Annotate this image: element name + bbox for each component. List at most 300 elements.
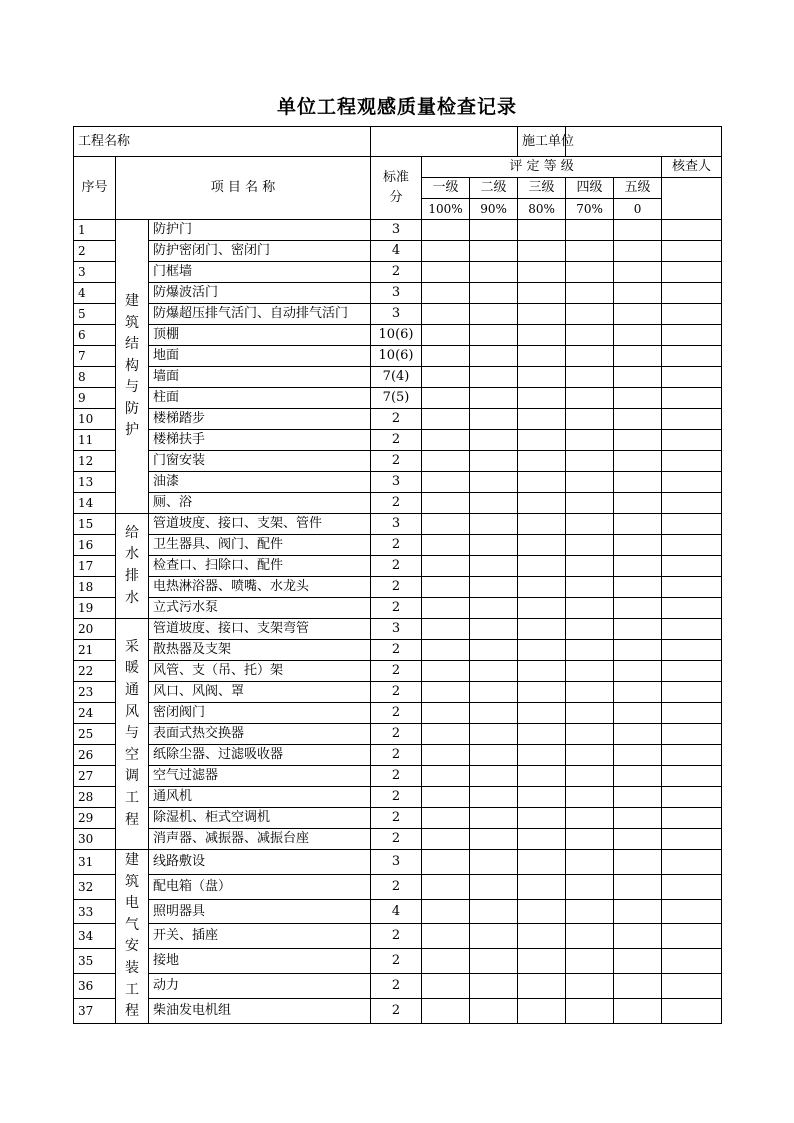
grade-cell-2[interactable] [470, 619, 518, 640]
table-row [74, 619, 722, 640]
grade-cell-4[interactable] [566, 619, 614, 640]
grade-cell-3[interactable] [518, 220, 566, 241]
grade-cell-2[interactable] [470, 874, 518, 899]
group-label-char: 筑 [125, 314, 139, 331]
grade-cell-3[interactable] [518, 514, 566, 535]
checker-cell[interactable] [662, 535, 722, 556]
standard-score: 3 [371, 850, 422, 875]
checker-cell[interactable] [662, 598, 722, 619]
standard-score: 2 [371, 535, 422, 556]
grade-cell-5[interactable] [614, 472, 662, 493]
grade-cell-2[interactable] [470, 325, 518, 346]
group-label-char: 防 [125, 400, 139, 417]
grade-cell-2[interactable] [470, 974, 518, 999]
grade-cell-5[interactable] [614, 535, 662, 556]
standard-score: 4 [371, 241, 422, 262]
grade-cell-2[interactable] [470, 745, 518, 766]
grade-cell-4[interactable] [566, 808, 614, 829]
checker-cell[interactable] [662, 409, 722, 430]
grade-cell-5[interactable] [614, 262, 662, 283]
checker-cell[interactable] [662, 949, 722, 974]
checker-cell[interactable] [662, 829, 722, 850]
grade-cell-1[interactable] [422, 850, 470, 875]
grade-cell-1[interactable] [422, 949, 470, 974]
grade-cell-1[interactable] [422, 874, 470, 899]
grade-cell-2[interactable] [470, 724, 518, 745]
row-number: 7 [74, 346, 116, 367]
grade-cell-1[interactable] [422, 619, 470, 640]
grade-cell-5[interactable] [614, 724, 662, 745]
grade-cell-3[interactable] [518, 451, 566, 472]
grade-cell-3[interactable] [518, 493, 566, 514]
checker-cell[interactable] [662, 724, 722, 745]
grade-cell-3[interactable] [518, 619, 566, 640]
grade-cell-2[interactable] [470, 899, 518, 924]
grade-cell-3[interactable] [518, 703, 566, 724]
standard-score: 2 [371, 829, 422, 850]
checker-cell[interactable] [662, 998, 722, 1023]
checker-header: 核查人 [662, 157, 722, 178]
checker-cell[interactable] [662, 451, 722, 472]
grade-cell-5[interactable] [614, 556, 662, 577]
grade-cell-3[interactable] [518, 745, 566, 766]
item-name: 楼梯踏步 [149, 409, 371, 430]
grade-cell-2[interactable] [470, 598, 518, 619]
grade-cell-4[interactable] [566, 220, 614, 241]
grade-cell-5[interactable] [614, 808, 662, 829]
group-label-char: 水 [125, 546, 139, 563]
standard-score: 2 [371, 409, 422, 430]
table-row [74, 766, 722, 787]
grade-cell-5[interactable] [614, 367, 662, 388]
grade-cell-2[interactable] [470, 535, 518, 556]
table-row [74, 325, 722, 346]
checker-cell[interactable] [662, 703, 722, 724]
item-name: 门窗安装 [149, 451, 371, 472]
grade-cell-1[interactable] [422, 974, 470, 999]
grade-cell-4[interactable] [566, 241, 614, 262]
grade-cell-4[interactable] [566, 682, 614, 703]
grade-cell-2[interactable] [470, 430, 518, 451]
grade-cell-4[interactable] [566, 974, 614, 999]
standard-score: 2 [371, 787, 422, 808]
checker-cell[interactable] [662, 787, 722, 808]
row-number: 25 [74, 724, 116, 745]
grade-cell-2[interactable] [470, 346, 518, 367]
checker-cell[interactable] [662, 241, 722, 262]
grade-cell-2[interactable] [470, 808, 518, 829]
checker-cell[interactable] [662, 899, 722, 924]
grade-cell-4[interactable] [566, 661, 614, 682]
checker-cell[interactable] [662, 346, 722, 367]
grade-cell-4[interactable] [566, 493, 614, 514]
grade-cell-2[interactable] [470, 451, 518, 472]
checker-cell[interactable] [662, 388, 722, 409]
grade-cell-4[interactable] [566, 829, 614, 850]
checker-cell[interactable] [662, 262, 722, 283]
grade-cell-3[interactable] [518, 367, 566, 388]
checker-cell[interactable] [662, 745, 722, 766]
grade-cell-2[interactable] [470, 829, 518, 850]
grade-cell-3[interactable] [518, 262, 566, 283]
grade-cell-2[interactable] [470, 998, 518, 1023]
table-row [74, 829, 722, 850]
grade-cell-5[interactable] [614, 974, 662, 999]
grade-cell-3[interactable] [518, 998, 566, 1023]
grade-cell-1[interactable] [422, 998, 470, 1023]
group-label-char: 给 [125, 524, 139, 541]
grade-cell-4[interactable] [566, 430, 614, 451]
grade-cell-4[interactable] [566, 556, 614, 577]
grade-cell-3[interactable] [518, 304, 566, 325]
standard-score-header [371, 157, 422, 220]
table-row [74, 577, 722, 598]
grade-cell-3[interactable] [518, 535, 566, 556]
standard-score: 2 [371, 430, 422, 451]
standard-score: 2 [371, 949, 422, 974]
grade-cell-5[interactable] [614, 619, 662, 640]
checker-cell[interactable] [662, 682, 722, 703]
grade-cell-4[interactable] [566, 451, 614, 472]
standard-score: 2 [371, 598, 422, 619]
grade-cell-3[interactable] [518, 241, 566, 262]
grade-cell-1[interactable] [422, 682, 470, 703]
group-label-char: 采 [125, 638, 139, 655]
grade-cell-2[interactable] [470, 514, 518, 535]
grade-cell-1[interactable] [422, 535, 470, 556]
grade-cell-5[interactable] [614, 388, 662, 409]
grade-cell-2[interactable] [470, 220, 518, 241]
grade-cell-4[interactable] [566, 388, 614, 409]
grade-cell-2[interactable] [470, 949, 518, 974]
group-label-char: 风 [125, 703, 139, 720]
standard-score: 2 [371, 262, 422, 283]
grade-cell-5[interactable] [614, 787, 662, 808]
row-number: 12 [74, 451, 116, 472]
grade-cell-5[interactable] [614, 409, 662, 430]
grade-cell-4[interactable] [566, 949, 614, 974]
grade-cell-1[interactable] [422, 598, 470, 619]
group-label-char: 空 [125, 746, 139, 763]
checker-cell[interactable] [662, 577, 722, 598]
checker-cell[interactable] [662, 325, 722, 346]
item-name: 防护门 [149, 220, 371, 241]
grade-cell-3[interactable] [518, 640, 566, 661]
row-number: 35 [74, 949, 116, 974]
grade-cell-1[interactable] [422, 346, 470, 367]
grade-cell-5[interactable] [614, 241, 662, 262]
checker-cell[interactable] [662, 430, 722, 451]
checker-cell[interactable] [662, 514, 722, 535]
grade-cell-2[interactable] [470, 787, 518, 808]
checker-cell[interactable] [662, 766, 722, 787]
grade-cell-1[interactable] [422, 829, 470, 850]
grade-cell-3[interactable] [518, 829, 566, 850]
grade-cell-3[interactable] [518, 787, 566, 808]
checker-cell[interactable] [662, 283, 722, 304]
grade-cell-4[interactable] [566, 535, 614, 556]
table-row [74, 598, 722, 619]
grade-cell-1[interactable] [422, 241, 470, 262]
checker-cell[interactable] [662, 619, 722, 640]
grade-cell-1[interactable] [422, 493, 470, 514]
row-number: 4 [74, 283, 116, 304]
grade-cell-5[interactable] [614, 451, 662, 472]
table-row [74, 367, 722, 388]
grade-cell-3[interactable] [518, 661, 566, 682]
standard-score: 3 [371, 283, 422, 304]
grade-pct-1: 100% [422, 199, 470, 220]
grade-cell-1[interactable] [422, 472, 470, 493]
grade-cell-2[interactable] [470, 283, 518, 304]
grade-cell-2[interactable] [470, 850, 518, 875]
grade-cell-1[interactable] [422, 924, 470, 949]
grade-cell-1[interactable] [422, 899, 470, 924]
grade-cell-4[interactable] [566, 598, 614, 619]
grade-cell-5[interactable] [614, 514, 662, 535]
grade-cell-2[interactable] [470, 766, 518, 787]
grade-cell-2[interactable] [470, 241, 518, 262]
checker-cell[interactable] [662, 220, 722, 241]
grade-cell-1[interactable] [422, 766, 470, 787]
row-number: 8 [74, 367, 116, 388]
item-name: 电热淋浴器、喷嘴、水龙头 [149, 577, 371, 598]
grade-cell-5[interactable] [614, 682, 662, 703]
group-label-char: 建 [125, 292, 139, 309]
standard-score: 2 [371, 724, 422, 745]
checker-cell[interactable] [662, 924, 722, 949]
table-row [74, 640, 722, 661]
table-row [74, 451, 722, 472]
grade-cell-3[interactable] [518, 682, 566, 703]
grade-cell-4[interactable] [566, 409, 614, 430]
item-name: 墙面 [149, 367, 371, 388]
grade-cell-2[interactable] [470, 304, 518, 325]
grade-cell-5[interactable] [614, 874, 662, 899]
grade-cell-3[interactable] [518, 472, 566, 493]
grade-cell-4[interactable] [566, 514, 614, 535]
item-name: 动力 [149, 974, 371, 999]
standard-score: 2 [371, 493, 422, 514]
checker-cell[interactable] [662, 640, 722, 661]
grade-cell-4[interactable] [566, 304, 614, 325]
table-row [74, 304, 722, 325]
grade-cell-1[interactable] [422, 703, 470, 724]
standard-score: 7(5) [371, 388, 422, 409]
grade-cell-2[interactable] [470, 703, 518, 724]
project-name-value[interactable] [371, 127, 518, 157]
group-label [116, 850, 149, 1024]
checker-cell[interactable] [662, 850, 722, 875]
item-name: 散热器及支架 [149, 640, 371, 661]
grade-cell-3[interactable] [518, 577, 566, 598]
grade-cell-5[interactable] [614, 325, 662, 346]
grade-cell-5[interactable] [614, 304, 662, 325]
grade-cell-5[interactable] [614, 661, 662, 682]
grade-cell-1[interactable] [422, 724, 470, 745]
page-title: 单位工程观感质量检查记录 [276, 96, 517, 118]
grade-cell-2[interactable] [470, 409, 518, 430]
grade-cell-5[interactable] [614, 577, 662, 598]
grade-cell-5[interactable] [614, 346, 662, 367]
checker-cell[interactable] [662, 493, 722, 514]
grade-cell-2[interactable] [470, 556, 518, 577]
grade-cell-5[interactable] [614, 949, 662, 974]
item-name: 厕、浴 [149, 493, 371, 514]
grade-cell-2[interactable] [470, 367, 518, 388]
grade-cell-2[interactable] [470, 577, 518, 598]
grade-cell-1[interactable] [422, 808, 470, 829]
grade-cell-5[interactable] [614, 829, 662, 850]
checker-cell[interactable] [662, 808, 722, 829]
grade-cell-5[interactable] [614, 850, 662, 875]
standard-score: 2 [371, 745, 422, 766]
grade-cell-4[interactable] [566, 745, 614, 766]
grade-cell-4[interactable] [566, 724, 614, 745]
grade-cell-1[interactable] [422, 304, 470, 325]
grade-name-5: 五级 [614, 178, 662, 199]
item-name: 除湿机、柜式空调机 [149, 808, 371, 829]
checker-cell[interactable] [662, 661, 722, 682]
grade-cell-1[interactable] [422, 325, 470, 346]
grade-cell-4[interactable] [566, 850, 614, 875]
table-row [74, 514, 722, 535]
grade-cell-3[interactable] [518, 874, 566, 899]
grade-cell-3[interactable] [518, 899, 566, 924]
grade-cell-5[interactable] [614, 640, 662, 661]
standard-score: 2 [371, 577, 422, 598]
inspection-table [73, 126, 722, 1024]
grade-cell-4[interactable] [566, 924, 614, 949]
row-number: 30 [74, 829, 116, 850]
group-label [116, 220, 149, 514]
checker-cell[interactable] [662, 556, 722, 577]
grade-cell-5[interactable] [614, 745, 662, 766]
grade-cell-3[interactable] [518, 283, 566, 304]
grade-cell-5[interactable] [614, 766, 662, 787]
group-label-char: 结 [125, 336, 139, 353]
row-number: 15 [74, 514, 116, 535]
grade-cell-3[interactable] [518, 388, 566, 409]
grade-cell-5[interactable] [614, 899, 662, 924]
grade-cell-2[interactable] [470, 640, 518, 661]
grade-cell-4[interactable] [566, 998, 614, 1023]
grade-cell-5[interactable] [614, 924, 662, 949]
grade-cell-2[interactable] [470, 472, 518, 493]
grade-cell-2[interactable] [470, 682, 518, 703]
grade-cell-2[interactable] [470, 661, 518, 682]
checker-cell[interactable] [662, 472, 722, 493]
grade-cell-3[interactable] [518, 808, 566, 829]
row-number: 19 [74, 598, 116, 619]
grade-cell-1[interactable] [422, 787, 470, 808]
grade-cell-5[interactable] [614, 598, 662, 619]
standard-score: 3 [371, 514, 422, 535]
grade-cell-3[interactable] [518, 325, 566, 346]
grade-cell-1[interactable] [422, 409, 470, 430]
grade-cell-4[interactable] [566, 262, 614, 283]
grade-cell-4[interactable] [566, 325, 614, 346]
grade-cell-4[interactable] [566, 640, 614, 661]
grade-cell-3[interactable] [518, 924, 566, 949]
grade-cell-4[interactable] [566, 766, 614, 787]
grade-cell-1[interactable] [422, 661, 470, 682]
grade-cell-4[interactable] [566, 367, 614, 388]
checker-cell[interactable] [662, 974, 722, 999]
row-number: 9 [74, 388, 116, 409]
grade-cell-1[interactable] [422, 640, 470, 661]
grade-cell-1[interactable] [422, 514, 470, 535]
grade-cell-3[interactable] [518, 766, 566, 787]
grade-cell-1[interactable] [422, 577, 470, 598]
grade-cell-1[interactable] [422, 283, 470, 304]
row-number: 17 [74, 556, 116, 577]
grade-cell-1[interactable] [422, 388, 470, 409]
grade-cell-4[interactable] [566, 346, 614, 367]
grade-cell-5[interactable] [614, 430, 662, 451]
checker-cell[interactable] [662, 367, 722, 388]
column-header-row [74, 157, 722, 178]
grade-cell-3[interactable] [518, 346, 566, 367]
table-row [74, 220, 722, 241]
grade-cell-1[interactable] [422, 451, 470, 472]
construction-unit-value[interactable] [566, 127, 722, 157]
checker-cell[interactable] [662, 304, 722, 325]
grade-cell-1[interactable] [422, 220, 470, 241]
grade-cell-5[interactable] [614, 493, 662, 514]
grade-cell-3[interactable] [518, 850, 566, 875]
grade-cell-4[interactable] [566, 703, 614, 724]
grade-cell-5[interactable] [614, 220, 662, 241]
item-name: 防爆超压排气活门、自动排气活门 [149, 304, 371, 325]
grade-cell-3[interactable] [518, 409, 566, 430]
grade-cell-5[interactable] [614, 998, 662, 1023]
grade-cell-3[interactable] [518, 974, 566, 999]
grade-pct-2: 90% [470, 199, 518, 220]
grade-cell-4[interactable] [566, 787, 614, 808]
grade-cell-1[interactable] [422, 556, 470, 577]
checker-cell[interactable] [662, 874, 722, 899]
table-row [74, 661, 722, 682]
grade-cell-5[interactable] [614, 703, 662, 724]
grade-cell-1[interactable] [422, 262, 470, 283]
grade-cell-2[interactable] [470, 262, 518, 283]
grade-cell-2[interactable] [470, 924, 518, 949]
grade-cell-4[interactable] [566, 472, 614, 493]
grade-cell-3[interactable] [518, 949, 566, 974]
grade-cell-4[interactable] [566, 577, 614, 598]
table-row [74, 430, 722, 451]
grade-cell-3[interactable] [518, 598, 566, 619]
grade-cell-2[interactable] [470, 493, 518, 514]
grade-cell-2[interactable] [470, 388, 518, 409]
grade-name-3: 三级 [518, 178, 566, 199]
grade-cell-4[interactable] [566, 874, 614, 899]
item-name: 油漆 [149, 472, 371, 493]
grade-cell-1[interactable] [422, 367, 470, 388]
grade-cell-3[interactable] [518, 556, 566, 577]
grade-cell-5[interactable] [614, 283, 662, 304]
grade-cell-3[interactable] [518, 724, 566, 745]
item-name: 柴油发电机组 [149, 998, 371, 1023]
grade-cell-1[interactable] [422, 745, 470, 766]
item-name: 立式污水泵 [149, 598, 371, 619]
grade-cell-4[interactable] [566, 283, 614, 304]
grade-cell-1[interactable] [422, 430, 470, 451]
table-row [74, 808, 722, 829]
grade-cell-3[interactable] [518, 430, 566, 451]
grade-cell-4[interactable] [566, 899, 614, 924]
